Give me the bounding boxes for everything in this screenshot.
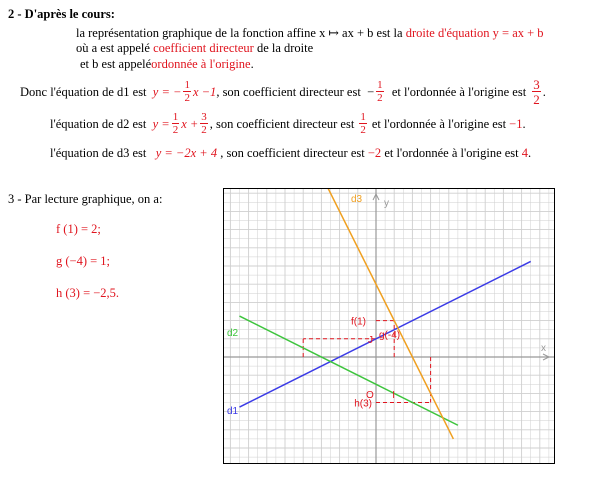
course-line3-highlight: ordonnée à l'origine (151, 57, 251, 71)
equation-d3-coef: −2 (367, 146, 382, 160)
label-origin: O (366, 390, 374, 401)
frac-den: 2 (377, 92, 383, 104)
label-f1: f(1) (351, 316, 366, 328)
equation-d1-ord-frac (532, 78, 541, 106)
equation-d3-prefix: l'équation de d3 est (50, 146, 153, 160)
equation-d2-eq-b: x + (181, 116, 199, 131)
label-h3: h(3) (354, 398, 372, 410)
equation-d3-ord: 4 (521, 146, 529, 160)
label-d3: d3 (351, 194, 363, 205)
equation-d2-end: . (522, 116, 526, 131)
course-line3-end: . (250, 57, 254, 71)
course-line2-text: où a est appelé (76, 41, 150, 55)
label-d2: d2 (227, 328, 239, 339)
frac-den: 2 (533, 92, 540, 107)
equation-d2-ord: −1 (509, 116, 523, 131)
frac-den: 2 (360, 124, 366, 136)
frac-num: 3 (533, 77, 540, 92)
frac-num: 1 (172, 111, 179, 123)
course-line2-end: de la droite (256, 41, 314, 55)
equation-d2-mid2: et l'ordonnée à l'origine est (371, 116, 507, 131)
equation-d1-eq-a: y = − (152, 84, 182, 99)
course-line1-highlight: droite d'équation y = ax + b (405, 26, 544, 40)
course-line3 (80, 57, 254, 72)
label-d1: d1 (227, 406, 239, 417)
equation-d2-frac2 (200, 112, 208, 136)
frac-den: 2 (201, 124, 207, 136)
frac-den: 2 (172, 124, 179, 136)
equation-d1-mid: , son coefficient directeur est − (216, 84, 375, 99)
equation-d3-end: . (528, 146, 532, 160)
label-g4: g(-4) (379, 329, 401, 341)
equation-d2-mid: , son coefficient directeur est (209, 116, 355, 131)
label-y-axis: y (384, 198, 389, 209)
frac-num: 3 (201, 111, 207, 123)
result-f1: f (1) = 2; (56, 222, 101, 236)
course-line1 (76, 25, 544, 41)
graph (223, 188, 555, 464)
equation-d3-mid: , son coefficient directeur est (220, 146, 365, 160)
equation-d2-frac1 (172, 112, 180, 136)
equation-d1-end: . (542, 84, 546, 99)
frac-num: 1 (184, 79, 190, 91)
equation-d1-coef-frac (376, 80, 384, 104)
equation-d1-eq-b: x −1 (192, 84, 217, 99)
equation-d2 (50, 112, 526, 136)
equation-d1-mid2: et l'ordonnée à l'origine est (385, 84, 527, 99)
course-line2 (76, 41, 313, 56)
equation-d1 (20, 78, 546, 106)
label-x-axis: x (541, 343, 546, 354)
result-h3: h (3) = −2,5. (56, 286, 120, 300)
frac-num: 1 (360, 111, 366, 123)
frac-den: 2 (184, 92, 190, 104)
course-line3-text: et b est appelé (80, 57, 152, 71)
section2-heading: 2 - D'après le cours: (8, 7, 115, 21)
equation-d3 (50, 146, 531, 161)
equation-d2-eq-a: y = (152, 116, 170, 131)
equation-d2-prefix: l'équation de d2 est (50, 116, 153, 131)
equation-d1-frac (183, 80, 191, 104)
course-line1-text: la représentation graphique de la fonction affine x ↦ ax + b est la (76, 26, 403, 40)
section3-heading: 3 - Par lecture graphique, on a: (8, 192, 163, 206)
equation-d3-mid2: et l'ordonnée à l'origine est (384, 146, 519, 160)
label-j: J (368, 334, 373, 346)
course-line2-highlight: coefficient directeur (153, 41, 254, 55)
equation-d1-prefix: Donc l'équation de d1 est (20, 84, 153, 99)
frac-num: 1 (377, 79, 383, 91)
equation-d3-eq: y = −2x + 4 (155, 146, 218, 160)
label-i: I (392, 390, 395, 401)
result-g-4: g (−4) = 1; (56, 254, 111, 268)
equation-d2-coef-frac (359, 112, 367, 136)
